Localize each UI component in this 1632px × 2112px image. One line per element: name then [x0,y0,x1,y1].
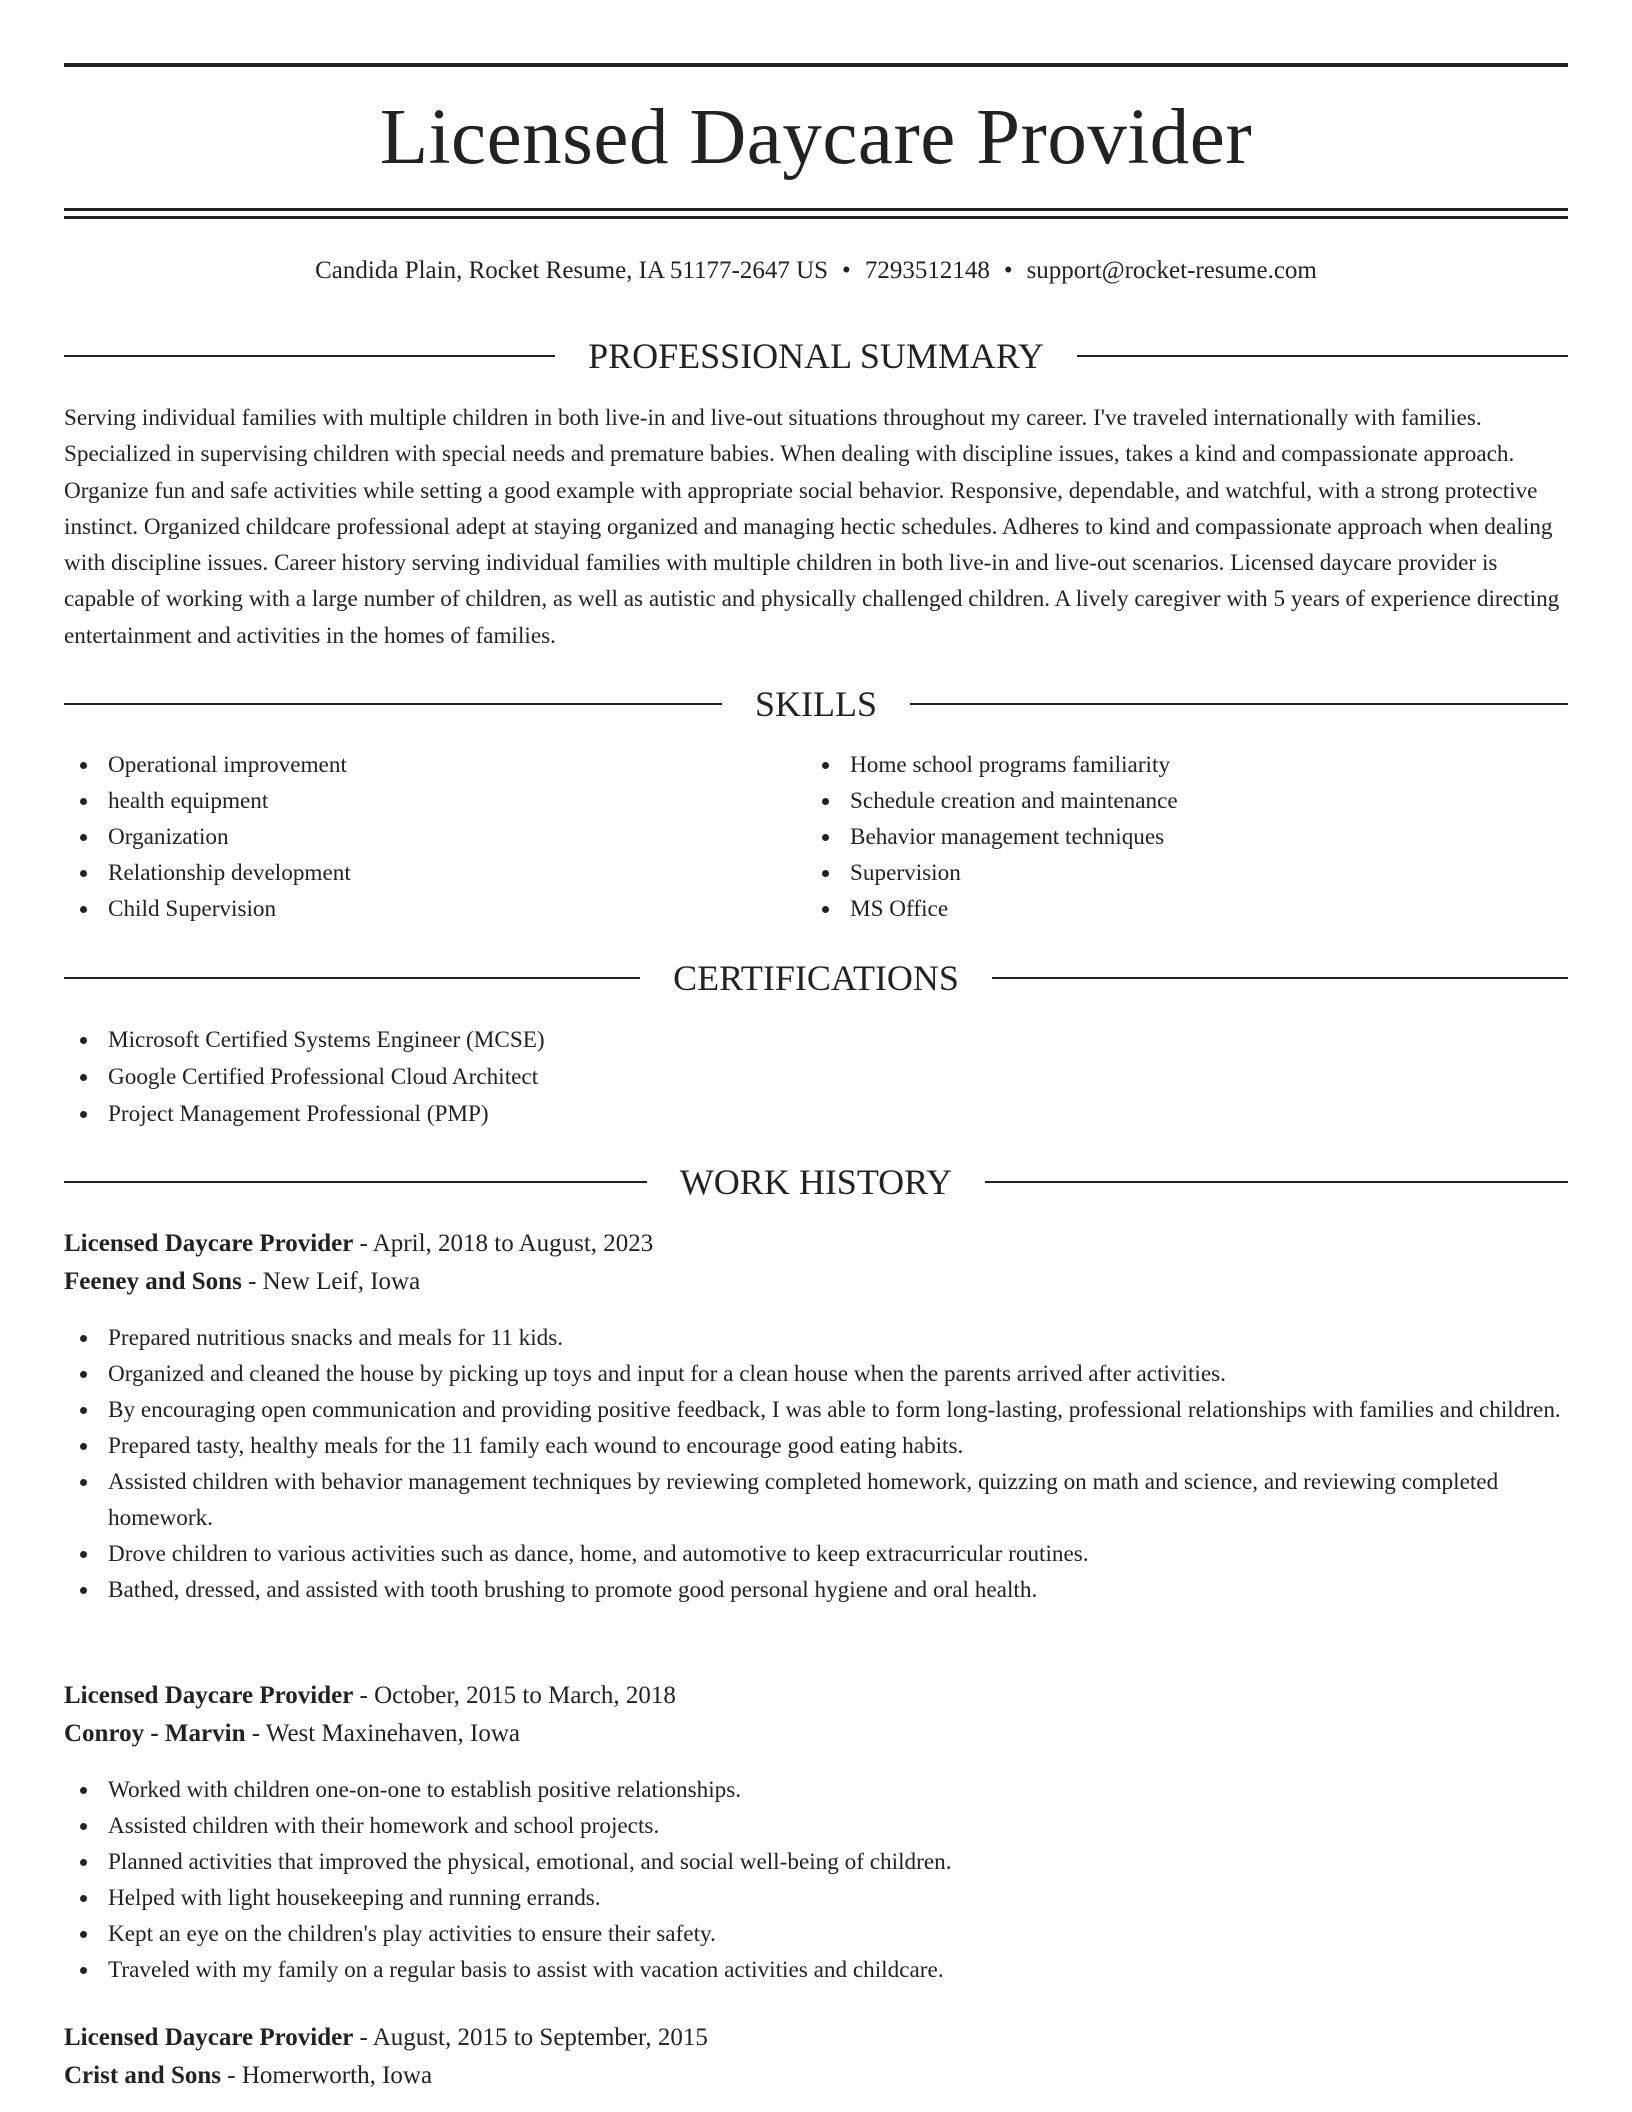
skills-heading [64,682,1568,726]
job-company-line [64,2058,1568,2094]
skills-list-left [64,747,764,927]
skills-title: SKILLS [755,684,878,724]
double-rule-upper [64,208,1568,211]
job-company: Conroy - Marvin [64,1720,246,1747]
skill-item: Operational improvement [64,747,764,783]
contact-email[interactable]: support@rocket-resume.com [1026,257,1317,284]
job-location: - West Maxinehaven, Iowa [245,1720,521,1747]
skill-item: Behavior management techniques [806,819,1506,855]
skill-item: Child Supervision [64,891,764,927]
job-bullet: Organized and cleaned the house by picking up toys and input for a clean house when the parents arrived after activities. [64,1356,1568,1392]
job-bullets [64,1320,1568,1608]
job-dates: - October, 2015 to March, 2018 [353,1682,676,1709]
job-company-line [64,1264,1568,1300]
top-rule [64,63,1568,67]
contact-line [64,254,1568,288]
job-title-line [64,2020,1568,2056]
job-title-line [64,1226,1568,1262]
skills-list-right [806,747,1506,927]
resume-name: Licensed Daycare Provider [379,94,1253,181]
skill-item: MS Office [806,891,1506,927]
certification-item: Project Management Professional (PMP) [64,1096,1568,1133]
certification-item: Google Certified Professional Cloud Architect [64,1059,1568,1096]
skill-item: Supervision [806,855,1506,891]
heading-rule [910,703,1568,705]
contact-phone: 7293512148 [864,257,990,284]
certification-item: Microsoft Certified Systems Engineer (MCSE) [64,1022,1568,1059]
contact-address: Candida Plain, Rocket Resume, IA 51177-2647 US [315,257,829,284]
certifications-list [64,1022,1568,1133]
summary-title: PROFESSIONAL SUMMARY [588,336,1044,376]
certifications-title: CERTIFICATIONS [673,958,959,998]
job-bullets [64,1772,1568,1988]
job-dates: - August, 2015 to September, 2015 [353,2024,708,2051]
heading-rule [992,977,1568,979]
job-title: Licensed Daycare Provider [64,1682,354,1709]
heading-rule [1077,355,1568,357]
certifications-heading [64,956,1568,1000]
job-title: Licensed Daycare Provider [64,2024,354,2051]
heading-rule [64,977,640,979]
job-location: - New Leif, Iowa [241,1268,421,1295]
summary-text: Serving individual families with multiple children in both live-in and live-out situations throughout my career. I've traveled internationally with families. Specialized in supervising children with special needs and premature babies. When dealing with discipline issues, takes a kind and compassionate approach. Organize fun and safe activities while setting a good example with appropriate social behavior. Responsive, dependable, and watchful, with a strong protective instinct. Organized childcare professional adept at staying organized and managing hectic schedules. Adheres to kind and compassionate approach when dealing with discipline issues. Career history serving individual families with multiple children in both live-in and live-out scenarios. Licensed daycare provider is capable of working with a large number of children, as well as autistic and physically challenged children. A lively caregiver with 5 years of experience directing entertainment and activities in the homes of families. [64,405,1560,649]
skill-item: Schedule creation and maintenance [806,783,1506,819]
skill-item: Home school programs familiarity [806,747,1506,783]
double-rule-lower [64,216,1568,219]
job-bullet: Helped with light housekeeping and running errands. [64,1880,1568,1916]
job-bullet: Assisted children with behavior management techniques by reviewing completed homework, quizzing on math and science, and reviewing completed homework. [64,1464,1568,1536]
job-bullet: Worked with children one-on-one to establish positive relationships. [64,1772,1568,1808]
job-dates: - April, 2018 to August, 2023 [353,1230,654,1257]
heading-rule [64,355,555,357]
job-bullet: Drove children to various activities such as dance, home, and automotive to keep extracurricular routines. [64,1536,1568,1572]
job-bullet: Assisted children with their homework and school projects. [64,1808,1568,1844]
job-location: - Homerworth, Iowa [221,2062,433,2089]
job-title-line [64,1678,1568,1714]
skill-item: health equipment [64,783,764,819]
contact-separator: • [842,257,851,284]
work-history-heading [64,1160,1568,1204]
skill-item: Relationship development [64,855,764,891]
skill-item: Organization [64,819,764,855]
heading-rule [64,1181,647,1183]
heading-rule [985,1181,1568,1183]
job-bullet: Bathed, dressed, and assisted with tooth brushing to promote good personal hygiene and oral health. [64,1572,1568,1608]
job-company: Crist and Sons [64,2062,221,2089]
job-company: Feeney and Sons [64,1268,242,1295]
heading-rule [64,703,722,705]
work-history-title: WORK HISTORY [679,1162,953,1202]
job-bullet: Prepared nutritious snacks and meals for 11 kids. [64,1320,1568,1356]
job-bullet: Planned activities that improved the physical, emotional, and social well-being of children. [64,1844,1568,1880]
job-title: Licensed Daycare Provider [64,1230,354,1257]
job-bullet: By encouraging open communication and providing positive feedback, I was able to form long-lasting, professional relationships with families and children. [64,1392,1568,1428]
job-bullet: Prepared tasty, healthy meals for the 11 family each wound to encourage good eating habits. [64,1428,1568,1464]
job-company-line [64,1716,1568,1752]
summary-heading [64,334,1568,378]
job-bullet: Traveled with my family on a regular basis to assist with vacation activities and childcare. [64,1952,1568,1988]
contact-separator: • [1003,257,1013,284]
job-bullet: Kept an eye on the children's play activities to ensure their safety. [64,1916,1568,1952]
